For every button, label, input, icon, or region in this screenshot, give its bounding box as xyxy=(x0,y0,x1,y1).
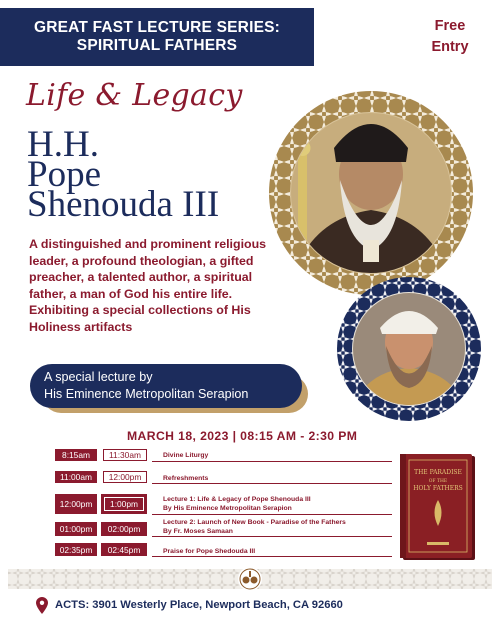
lecture-line-2: His Eminence Metropolitan Serapion xyxy=(44,387,249,401)
schedule-end-time: 02:00pm xyxy=(101,522,147,536)
pope-name-title xyxy=(27,124,220,225)
lecture-pill xyxy=(30,364,302,408)
schedule-item xyxy=(163,474,208,483)
schedule-start-time: 02:35pm xyxy=(55,543,97,556)
event-date: MARCH 18, 2023 | 08:15 AM - 2:30 PM xyxy=(127,429,358,443)
venue-address: ACTS: 3901 Westerly Place, Newport Beach, CA 92660 xyxy=(55,599,343,611)
schedule-title: Refreshments xyxy=(163,475,209,482)
schedule-title: Lecture 1: Life & Legacy of Pope Shenouda III xyxy=(163,496,311,503)
banner-line-1: GREAT FAST LECTURE SERIES: xyxy=(33,19,281,36)
lecture-line-1: A special lecture by xyxy=(44,370,153,384)
schedule-end-time-label: 1:00pm xyxy=(104,497,144,511)
free-entry-line-1: Free xyxy=(434,18,466,34)
schedule-item xyxy=(163,518,346,536)
book-title-line-1: THE PARADISE xyxy=(414,469,462,476)
decorative-ornament-band xyxy=(0,567,500,591)
pope-portrait-medallion xyxy=(268,90,474,296)
schedule-end-time: 02:45pm xyxy=(101,543,147,556)
metropolitan-portrait-medallion xyxy=(336,276,482,422)
free-entry-line-2: Entry xyxy=(431,39,469,55)
schedule-start-time: 11:00am xyxy=(55,471,97,483)
schedule-speaker: By His Eminence Metropolitan Serapion xyxy=(163,505,292,512)
schedule-title: Lecture 2: Launch of New Book - Paradise of the Fathers xyxy=(163,519,346,526)
schedule-end-time: 12:00pm xyxy=(103,471,147,483)
schedule-title: Divine Liturgy xyxy=(163,452,209,459)
book-title-line-3: HOLY FATHERS xyxy=(413,485,463,492)
description-text: A distinguished and prominent religious leader, a profound theologian, a gifted preacher, a talented author, a spiritual father, a man of God his entire life. Exhibiting a special collections of His Holiness artifacts xyxy=(29,237,267,334)
schedule-start-time: 12:00pm xyxy=(55,494,97,514)
schedule-divider xyxy=(152,556,392,557)
schedule-divider xyxy=(152,461,392,462)
schedule-start-time: 01:00pm xyxy=(55,522,97,536)
schedule-speaker: By Fr. Moses Samaan xyxy=(163,528,233,535)
pope-name-line-1: H.H. xyxy=(27,124,99,165)
schedule-divider xyxy=(152,483,392,484)
schedule-start-time: 8:15am xyxy=(55,449,97,461)
map-pin-icon xyxy=(36,597,48,614)
life-legacy-heading: Life & Legacy xyxy=(26,78,243,113)
pope-name-line-2: Pope xyxy=(27,154,101,195)
schedule-end-time xyxy=(101,494,147,514)
schedule-end-time: 11:30am xyxy=(103,449,147,461)
schedule-item xyxy=(163,547,255,556)
book-cover-image xyxy=(397,452,480,562)
church-emblem-icon xyxy=(249,571,251,577)
banner-line-2: SPIRITUAL FATHERS xyxy=(76,37,238,54)
schedule-divider xyxy=(152,536,392,537)
free-entry-label xyxy=(415,16,485,58)
series-banner xyxy=(0,8,314,66)
schedule-item xyxy=(163,451,208,460)
schedule-item xyxy=(163,495,311,513)
schedule-divider xyxy=(152,514,392,515)
book-title-line-2: OF THE xyxy=(428,479,448,484)
schedule-title: Praise for Pope Shedouda III xyxy=(163,548,256,555)
pope-name-line-3: Shenouda III xyxy=(27,184,220,225)
